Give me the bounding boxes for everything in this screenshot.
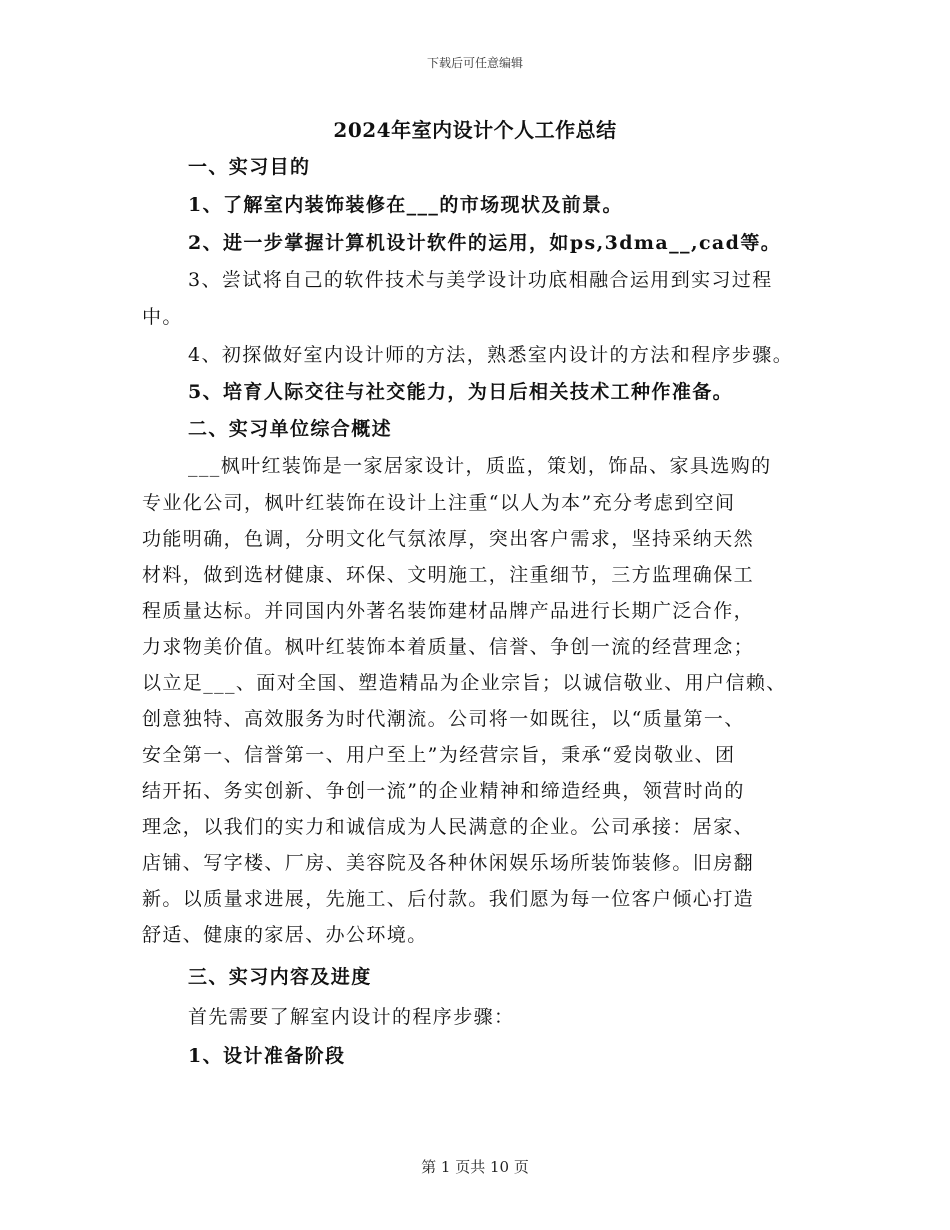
section-3-paragraph: 首先需要了解室内设计的程序步骤： — [188, 1006, 515, 1028]
section-2-line: 材料，做到选材健康、环保、文明施工，注重细节，三方监理确保工 — [142, 564, 755, 586]
section-2-line: 店铺、写字楼、厂房、美容院及各种休闲娱乐场所装饰装修。旧房翻 — [142, 852, 755, 874]
section-3-heading: 三、实习内容及进度 — [188, 966, 372, 988]
section-2-heading: 二、实习单位综合概述 — [188, 418, 393, 440]
section-2-line: 新。以质量求进展，先施工、后付款。我们愿为每一位客户倾心打造 — [142, 888, 755, 910]
section-2-line: 安全第一、信誉第一、用户至上”为经营宗旨，秉承“爱岗敬业、团 — [142, 744, 736, 766]
section-2-line: 以立足___、面对全国、塑造精品为企业宗旨；以诚信敬业、用户信赖、 — [142, 672, 787, 694]
section-1-item-3-line-1: 3、尝试将自己的软件技术与美学设计功底相融合运用到实习过程 — [188, 269, 773, 291]
section-1-item-3-line-2: 中。 — [142, 306, 183, 328]
section-1-heading: 一、实习目的 — [188, 156, 311, 178]
section-2-line: 功能明确，色调，分明文化气氛浓厚，突出客户需求，坚持采纳天然 — [142, 528, 755, 550]
section-1-item-1: 1、了解室内装饰装修在___的市场现状及前景。 — [188, 194, 623, 216]
section-1-item-2: 2、进一步掌握计算机设计软件的运用，如ps,3dma__,cad等。 — [188, 232, 782, 254]
page-footer: 第 1 页共 10 页 — [421, 1158, 529, 1176]
page-header: 下载后可任意编辑 — [426, 56, 523, 70]
section-1-item-4: 4、初探做好室内设计师的方法，熟悉室内设计的方法和程序步骤。 — [188, 344, 794, 366]
section-2-line: 专业化公司，枫叶红装饰在设计上注重“以人为本”充分考虑到空间 — [142, 492, 736, 514]
section-2-line: 程质量达标。并同国内外著名装饰建材品牌产品进行长期广泛合作， — [142, 600, 755, 622]
section-2-line: 理念，以我们的实力和诚信成为人民满意的企业。公司承接：居家、 — [142, 816, 755, 838]
section-2-line: 舒适、健康的家居、办公环境。 — [142, 924, 428, 946]
section-2-line: 力求物美价值。枫叶红装饰本着质量、信誉、争创一流的经营理念； — [142, 636, 755, 658]
section-2-line: ___枫叶红装饰是一家居家设计，质监，策划，饰品、家具选购的 — [188, 455, 772, 477]
document-title: 2024年室内设计个人工作总结 — [333, 118, 617, 142]
section-2-line: 创意独特、高效服务为时代潮流。公司将一如既往，以“质量第一、 — [142, 708, 745, 730]
section-2-line: 结开拓、务实创新、争创一流”的企业精神和缔造经典，领营时尚的 — [142, 780, 745, 802]
section-1-item-5: 5、培育人际交往与社交能力，为日后相关技术工种作准备。 — [188, 381, 734, 403]
section-3-subheading-1: 1、设计准备阶段 — [188, 1045, 346, 1067]
